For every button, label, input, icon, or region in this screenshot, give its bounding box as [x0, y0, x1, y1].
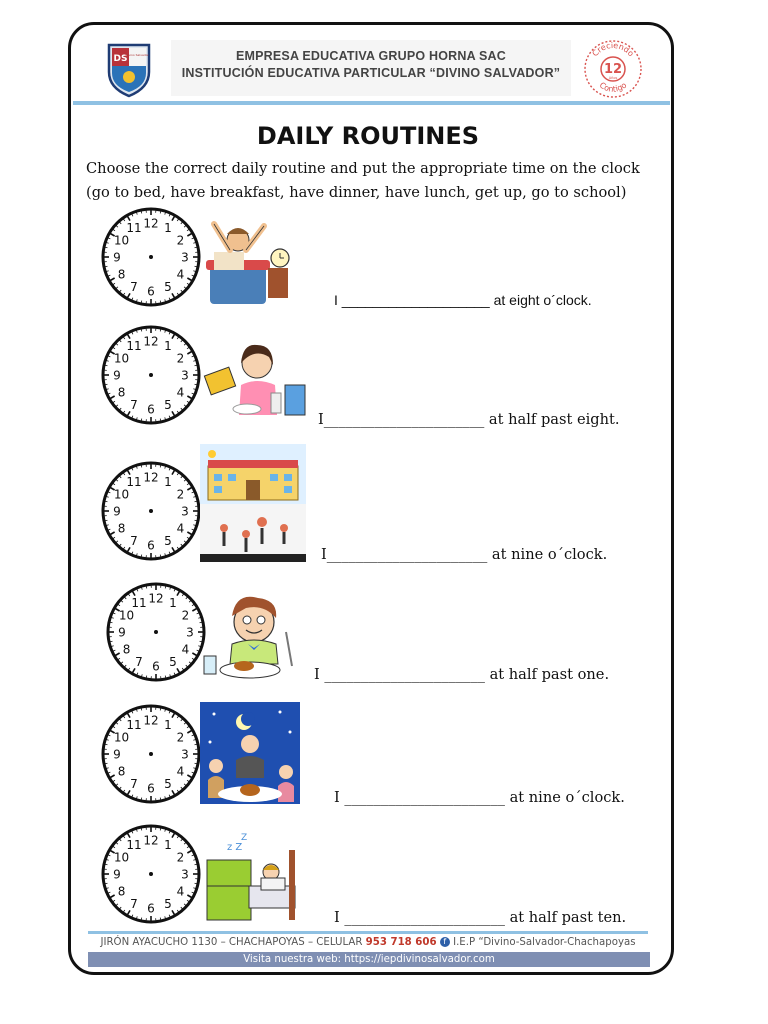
clock-number: 9 — [113, 504, 121, 519]
clock-number: 11 — [126, 718, 142, 733]
clock-tick — [141, 301, 142, 303]
clock-tick — [141, 918, 142, 920]
sentence-1: I ___________________ at eight o´clock. — [334, 292, 592, 308]
clock-tick — [160, 329, 161, 331]
svg-text:Z: Z — [241, 833, 248, 843]
clock-number: 11 — [131, 596, 147, 611]
sentence-4: I ______________________ at half past one. — [314, 666, 610, 683]
clock-number: 6 — [147, 901, 155, 916]
clock-number: 1 — [164, 221, 172, 236]
clock-number: 6 — [147, 781, 155, 796]
clock-3[interactable] — [99, 459, 203, 563]
clock-tick — [105, 763, 107, 764]
clock-tick — [195, 266, 197, 267]
clock-tick — [195, 864, 197, 865]
clock-number: 3 — [181, 867, 189, 882]
clock-number: 7 — [130, 776, 138, 791]
clock-tick — [160, 465, 161, 467]
clock-number: 5 — [164, 397, 172, 412]
clock-number: 8 — [117, 764, 126, 779]
clock-number: 11 — [126, 339, 142, 354]
clock-number: 9 — [113, 368, 121, 383]
clock-tick — [195, 763, 197, 764]
clock-number: 1 — [164, 718, 172, 733]
sentence-6: I ______________________ at half past ten. — [334, 909, 627, 926]
website-link[interactable]: Visita nuestra web: https://iepdivinosalvador.com — [88, 952, 650, 967]
sentence-5: I ______________________ at nine o´clock. — [334, 789, 625, 806]
clock-number: 8 — [122, 642, 131, 657]
sentence-3: I______________________ at nine o´clock. — [321, 546, 608, 563]
clock-tick — [105, 520, 107, 521]
clock-tick — [160, 211, 161, 213]
clock-tick — [160, 708, 161, 710]
clock-center — [149, 509, 153, 513]
clock-tick — [195, 247, 197, 248]
clock-number: 8 — [117, 884, 126, 899]
clock-tick — [195, 883, 197, 884]
clock-number: 12 — [143, 833, 159, 848]
clock-tick — [195, 501, 197, 502]
clock-number: 9 — [113, 747, 121, 762]
clock-tick — [141, 798, 142, 800]
clock-tick — [160, 555, 161, 557]
badge-bottom-text: Contigo — [597, 80, 629, 94]
clock-tick — [141, 465, 142, 467]
clock-tick — [110, 641, 112, 642]
clock-tick — [141, 329, 142, 331]
clock-tick — [105, 384, 107, 385]
clock-tick — [141, 419, 142, 421]
clock-number: 1 — [164, 339, 172, 354]
clock-number: 4 — [176, 764, 185, 779]
clock-tick — [195, 744, 197, 745]
clock-number: 6 — [147, 284, 155, 299]
school-name: INSTITUCIÓN EDUCATIVA PARTICULAR “DIVINO SALVADOR” — [181, 66, 561, 80]
clock-number: 7 — [130, 279, 138, 294]
clock-number: 11 — [126, 838, 142, 853]
clock-number: 10 — [113, 487, 130, 502]
clock-number: 2 — [176, 233, 185, 248]
clock-2[interactable] — [99, 323, 203, 427]
clock-center — [149, 752, 153, 756]
header-divider — [73, 101, 670, 105]
clock-number: 9 — [118, 625, 126, 640]
clock-number: 1 — [164, 838, 172, 853]
clock-number: 12 — [143, 713, 159, 728]
school-logo — [106, 42, 152, 98]
logo-lettering: Divino Salvador — [125, 53, 149, 57]
phone-number: 953 718 606 — [365, 937, 437, 948]
clock-number: 6 — [152, 659, 160, 674]
anniversary-badge — [582, 38, 644, 100]
clock-tick — [141, 708, 142, 710]
clock-tick — [110, 622, 112, 623]
clock-tick — [105, 365, 107, 366]
clock-number: 3 — [181, 747, 189, 762]
clock-tick — [165, 676, 166, 678]
clock-number: 8 — [117, 385, 126, 400]
clock-number: 4 — [176, 884, 185, 899]
clock-number: 4 — [176, 385, 185, 400]
clock-number: 2 — [176, 487, 185, 502]
clock-number: 3 — [181, 368, 189, 383]
badge-mid-text: Años — [608, 76, 618, 80]
clock-number: 4 — [176, 521, 185, 536]
clock-number: 4 — [181, 642, 190, 657]
clock-number: 1 — [164, 475, 172, 490]
clock-tick — [160, 419, 161, 421]
clock-tick — [105, 247, 107, 248]
instructions-line-2: (go to bed, have breakfast, have dinner, have lunch, get up, go to school) — [86, 184, 627, 201]
address-text: JIRÓN AYACUCHO 1130 – CHACHAPOYAS – CELULAR — [100, 937, 363, 948]
clock-tick — [141, 555, 142, 557]
page-title: DAILY ROUTINES — [256, 122, 480, 150]
clock-number: 12 — [148, 591, 164, 606]
clock-number: 3 — [181, 504, 189, 519]
breakfast-picture — [203, 335, 311, 423]
badge-number: 12 — [603, 62, 623, 77]
clock-number: 7 — [130, 896, 138, 911]
clock-tick — [160, 828, 161, 830]
clock-number: 5 — [164, 533, 172, 548]
clock-tick — [105, 883, 107, 884]
clock-number: 7 — [130, 533, 138, 548]
clock-center — [149, 255, 153, 259]
clock-number: 10 — [113, 351, 130, 366]
clock-tick — [146, 586, 147, 588]
facebook-page: I.E.P “Divino-Salvador-Chachapoyas — [453, 937, 636, 948]
waking-up-picture — [200, 210, 292, 308]
clock-number: 6 — [147, 538, 155, 553]
clock-tick — [160, 918, 161, 920]
clock-number: 11 — [126, 475, 142, 490]
clock-tick — [195, 365, 197, 366]
clock-number: 10 — [113, 850, 130, 865]
clock-number: 6 — [147, 402, 155, 417]
clock-tick — [160, 301, 161, 303]
footer-address — [88, 937, 648, 948]
clock-number: 5 — [164, 279, 172, 294]
clock-number: 2 — [176, 351, 185, 366]
svg-text:Contigo — [598, 81, 629, 94]
dinner-picture — [200, 702, 300, 804]
clock-tick — [105, 744, 107, 745]
clock-number: 12 — [143, 216, 159, 231]
company-name: EMPRESA EDUCATIVA GRUPO HORNA SAC — [235, 49, 507, 63]
clock-tick — [195, 520, 197, 521]
lunch-picture — [202, 592, 300, 684]
clock-5[interactable] — [99, 702, 203, 806]
clock-number: 7 — [135, 654, 143, 669]
clock-tick — [195, 384, 197, 385]
clock-number: 10 — [118, 608, 135, 623]
clock-tick — [141, 211, 142, 213]
clock-tick — [165, 586, 166, 588]
bed-picture — [205, 830, 299, 922]
instructions-line-1: Choose the correct daily routine and put the appropriate time on the clock — [86, 160, 640, 177]
clock-1[interactable] — [99, 205, 203, 309]
clock-center — [149, 872, 153, 876]
clock-tick — [160, 798, 161, 800]
clock-number: 11 — [126, 221, 142, 236]
clock-number: 1 — [169, 596, 177, 611]
clock-number: 5 — [164, 776, 172, 791]
badge-top-text: Creciendo — [590, 40, 636, 59]
clock-number: 2 — [176, 850, 185, 865]
clock-tick — [141, 828, 142, 830]
footer-divider — [88, 931, 648, 934]
clock-number: 5 — [169, 654, 177, 669]
clock-number: 5 — [164, 896, 172, 911]
clock-number: 9 — [113, 867, 121, 882]
svg-text:z Z: z Z — [227, 842, 243, 853]
svg-text:Creciendo — [590, 41, 635, 58]
clock-number: 8 — [117, 267, 126, 282]
facebook-icon: f — [440, 937, 450, 947]
clock-number: 2 — [176, 730, 185, 745]
clock-number: 2 — [181, 608, 190, 623]
clock-number: 8 — [117, 521, 126, 536]
clock-tick — [105, 266, 107, 267]
clock-tick — [146, 676, 147, 678]
clock-4[interactable] — [104, 580, 208, 684]
clock-6[interactable] — [99, 822, 203, 926]
clock-number: 12 — [143, 470, 159, 485]
school-picture — [200, 444, 306, 562]
clock-number: 4 — [176, 267, 185, 282]
clock-number: 7 — [130, 397, 138, 412]
clock-number: 3 — [181, 250, 189, 265]
sentence-2: I______________________ at half past eight. — [318, 411, 620, 428]
clock-center — [154, 630, 158, 634]
clock-number: 9 — [113, 250, 121, 265]
clock-tick — [105, 864, 107, 865]
svg-text:DS: DS — [113, 54, 128, 64]
clock-tick — [105, 501, 107, 502]
clock-number: 3 — [186, 625, 194, 640]
clock-number: 10 — [113, 233, 130, 248]
clock-center — [149, 373, 153, 377]
clock-number: 12 — [143, 334, 159, 349]
clock-number: 10 — [113, 730, 130, 745]
